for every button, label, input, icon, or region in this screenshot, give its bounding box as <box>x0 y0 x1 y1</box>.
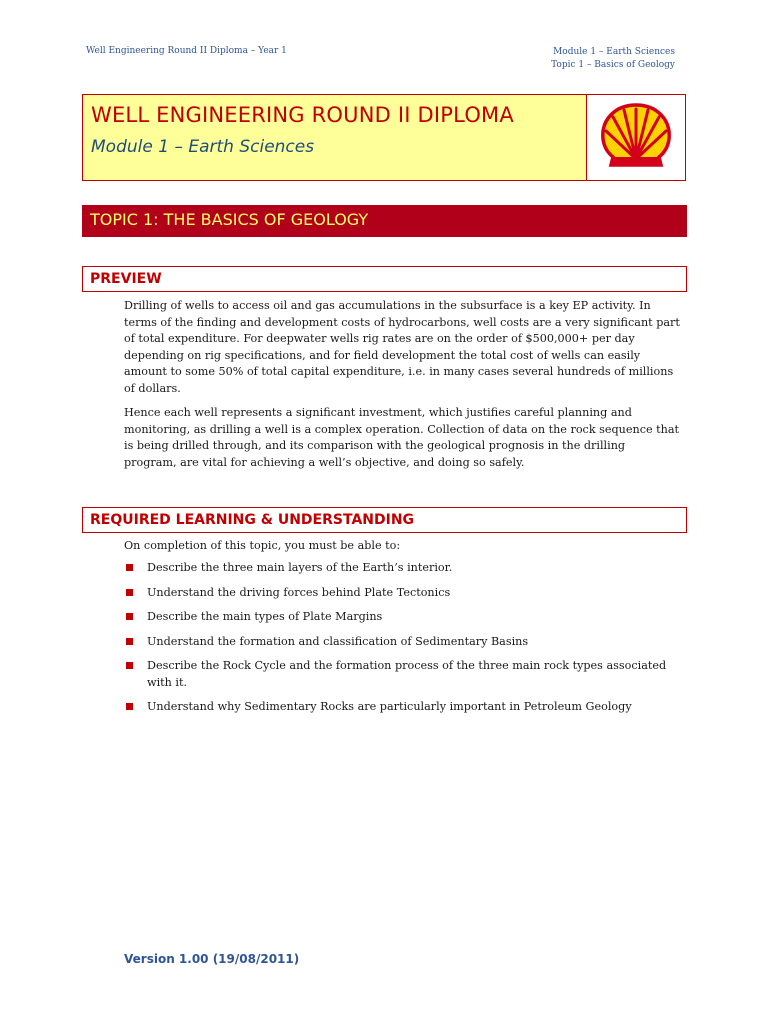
topic-title: TOPIC 1: THE BASICS OF GEOLOGY <box>90 210 369 229</box>
preview-paragraph-1: Drilling of wells to access oil and gas accumulations in the subsurface is a key EP activity. In terms of the finding and development costs of hydrocarbons, well costs are a very significant part of total expenditure. For deepwater wells rig rates are on the order of $500,000+ per day depending on rig specifications, and for field development the total cost of wells can easily amount to some 50% of total capital expenditure, i.e. in many cases several hundreds of millions of dollars. <box>124 299 680 395</box>
list-item <box>124 609 684 626</box>
header-module-line: Module 1 – Earth Sciences <box>553 47 675 57</box>
preview-heading-text: PREVIEW <box>90 271 162 287</box>
title-block <box>82 94 686 181</box>
document-title: WELL ENGINEERING ROUND II DIPLOMA <box>91 103 514 127</box>
topic-banner <box>82 205 687 237</box>
preview-body <box>124 298 681 471</box>
module-subtitle: Module 1 – Earth Sciences <box>91 137 315 157</box>
square-bullet-icon <box>126 703 133 710</box>
list-item-text: Describe the Rock Cycle and the formation process of the three main rock types associated with it. <box>147 659 667 689</box>
header-topic-line: Topic 1 – Basics of Geology <box>551 60 675 70</box>
learning-intro: On completion of this topic, you must be able to: <box>124 539 401 552</box>
square-bullet-icon <box>126 589 133 596</box>
list-item <box>124 658 684 691</box>
list-item <box>124 699 684 716</box>
learning-heading-text: REQUIRED LEARNING & UNDERSTANDING <box>90 512 415 528</box>
list-item-text: Understand why Sedimentary Rocks are particularly important in Petroleum Geology <box>147 700 632 713</box>
header-document-title: Well Engineering Round II Diploma – Year 1 <box>86 46 287 56</box>
page-header <box>0 46 768 76</box>
list-item-text: Understand the formation and classification of Sedimentary Basins <box>147 634 529 648</box>
preview-section-heading <box>82 266 687 292</box>
square-bullet-icon <box>126 564 133 571</box>
learning-objectives-list <box>124 560 684 724</box>
square-bullet-icon <box>126 662 133 669</box>
learning-section-heading <box>82 507 687 533</box>
square-bullet-icon <box>126 638 133 645</box>
logo-cell <box>587 95 685 180</box>
list-item-text: Understand the driving forces behind Plate Tectonics <box>147 585 451 599</box>
list-item-text: Describe the three main layers of the Earth’s interior. <box>147 561 453 574</box>
version-label: Version 1.00 (19/08/2011) <box>124 952 300 966</box>
header-module-info <box>551 46 675 72</box>
list-item <box>124 560 684 577</box>
preview-paragraph-2: Hence each well represents a significant investment, which justifies careful planning and monitoring, as drilling a well is a complex operation. Collection of data on the rock sequence that is being drilled through, and its comparison with the geological prognosis in the drilling program, are vital for achieving a well’s objective, and doing so safely. <box>124 406 680 469</box>
list-item <box>124 634 684 651</box>
square-bullet-icon <box>126 613 133 620</box>
title-text-cell <box>83 95 587 180</box>
list-item-text: Describe the main types of Plate Margins <box>147 610 383 623</box>
shell-logo-icon <box>597 101 675 175</box>
list-item <box>124 585 684 602</box>
